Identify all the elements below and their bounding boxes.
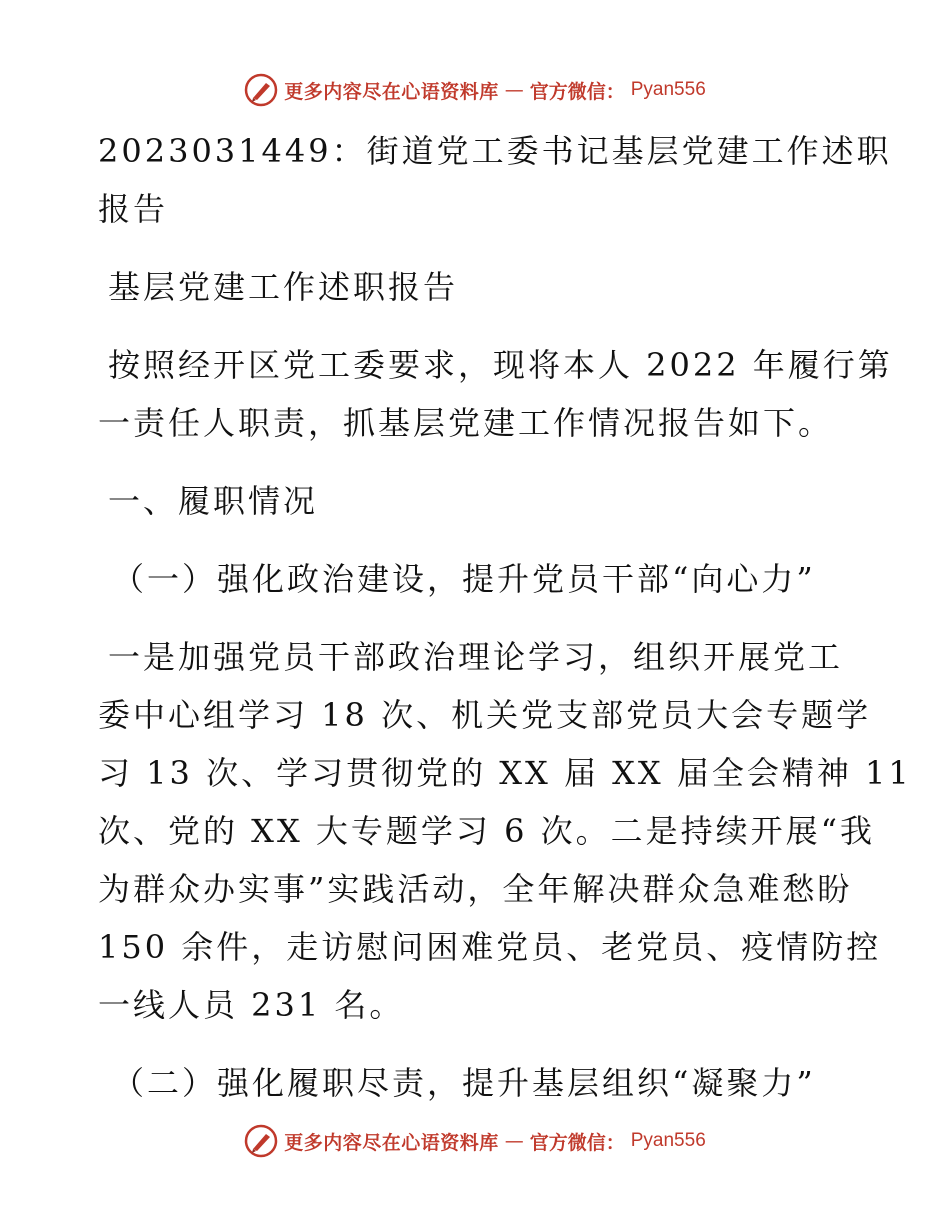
paragraph-1-line-7: 一线人员 231 名。 <box>98 986 405 1024</box>
document-body <box>98 122 912 1112</box>
subsection-1-heading: （一）强化政治建设，提升党员干部“向心力” <box>112 560 816 598</box>
watermark-site-text: 更多内容尽在心语资料库 <box>284 80 499 103</box>
paragraph-1-line-4: 次、党的 XX 大专题学习 6 次。二是持续开展“我 <box>98 812 875 850</box>
paragraph-1-line-1: 一是加强党员干部政治理论学习，组织开展党工 <box>108 638 844 676</box>
watermark-official-label: 官方微信： <box>529 80 625 103</box>
watermark-site-text: 更多内容尽在心语资料库 <box>284 1131 499 1154</box>
document-title-line-2: 报告 <box>98 190 169 228</box>
pen-logo-icon <box>244 1124 278 1158</box>
intro-line-1: 按照经开区党工委要求，现将本人 2022 年履行第 <box>108 346 893 384</box>
watermark-wechat-id: Pyan556 <box>630 79 706 100</box>
header-watermark <box>0 70 950 110</box>
document-title-line-1: 2023031449：街道党工委书记基层党建工作述职 <box>98 132 892 170</box>
watermark-wechat-id: Pyan556 <box>630 1130 706 1151</box>
paragraph-1-line-2: 委中心组学习 18 次、机关党支部党员大会专题学 <box>98 696 872 734</box>
watermark-separator: — <box>504 79 524 101</box>
subsection-2-heading: （二）强化履职尽责，提升基层组织“凝聚力” <box>112 1064 816 1102</box>
watermark-separator: — <box>504 1130 524 1152</box>
pen-logo-icon <box>244 73 278 107</box>
intro-line-2: 一责任人职责，抓基层党建工作情况报告如下。 <box>98 404 834 442</box>
section-1-heading: 一、履职情况 <box>108 482 319 520</box>
watermark-official-label: 官方微信： <box>529 1131 625 1154</box>
paragraph-1-line-6: 150 余件，走访慰问困难党员、老党员、疫情防控 <box>98 928 882 966</box>
document-subtitle: 基层党建工作述职报告 <box>108 268 459 306</box>
paragraph-1-line-5: 为群众办实事”实践活动，全年解决群众急难愁盼 <box>98 870 853 908</box>
paragraph-1-line-3: 习 13 次、学习贯彻党的 XX 届 XX 届全会精神 11 <box>98 754 912 792</box>
footer-watermark <box>0 1121 950 1161</box>
